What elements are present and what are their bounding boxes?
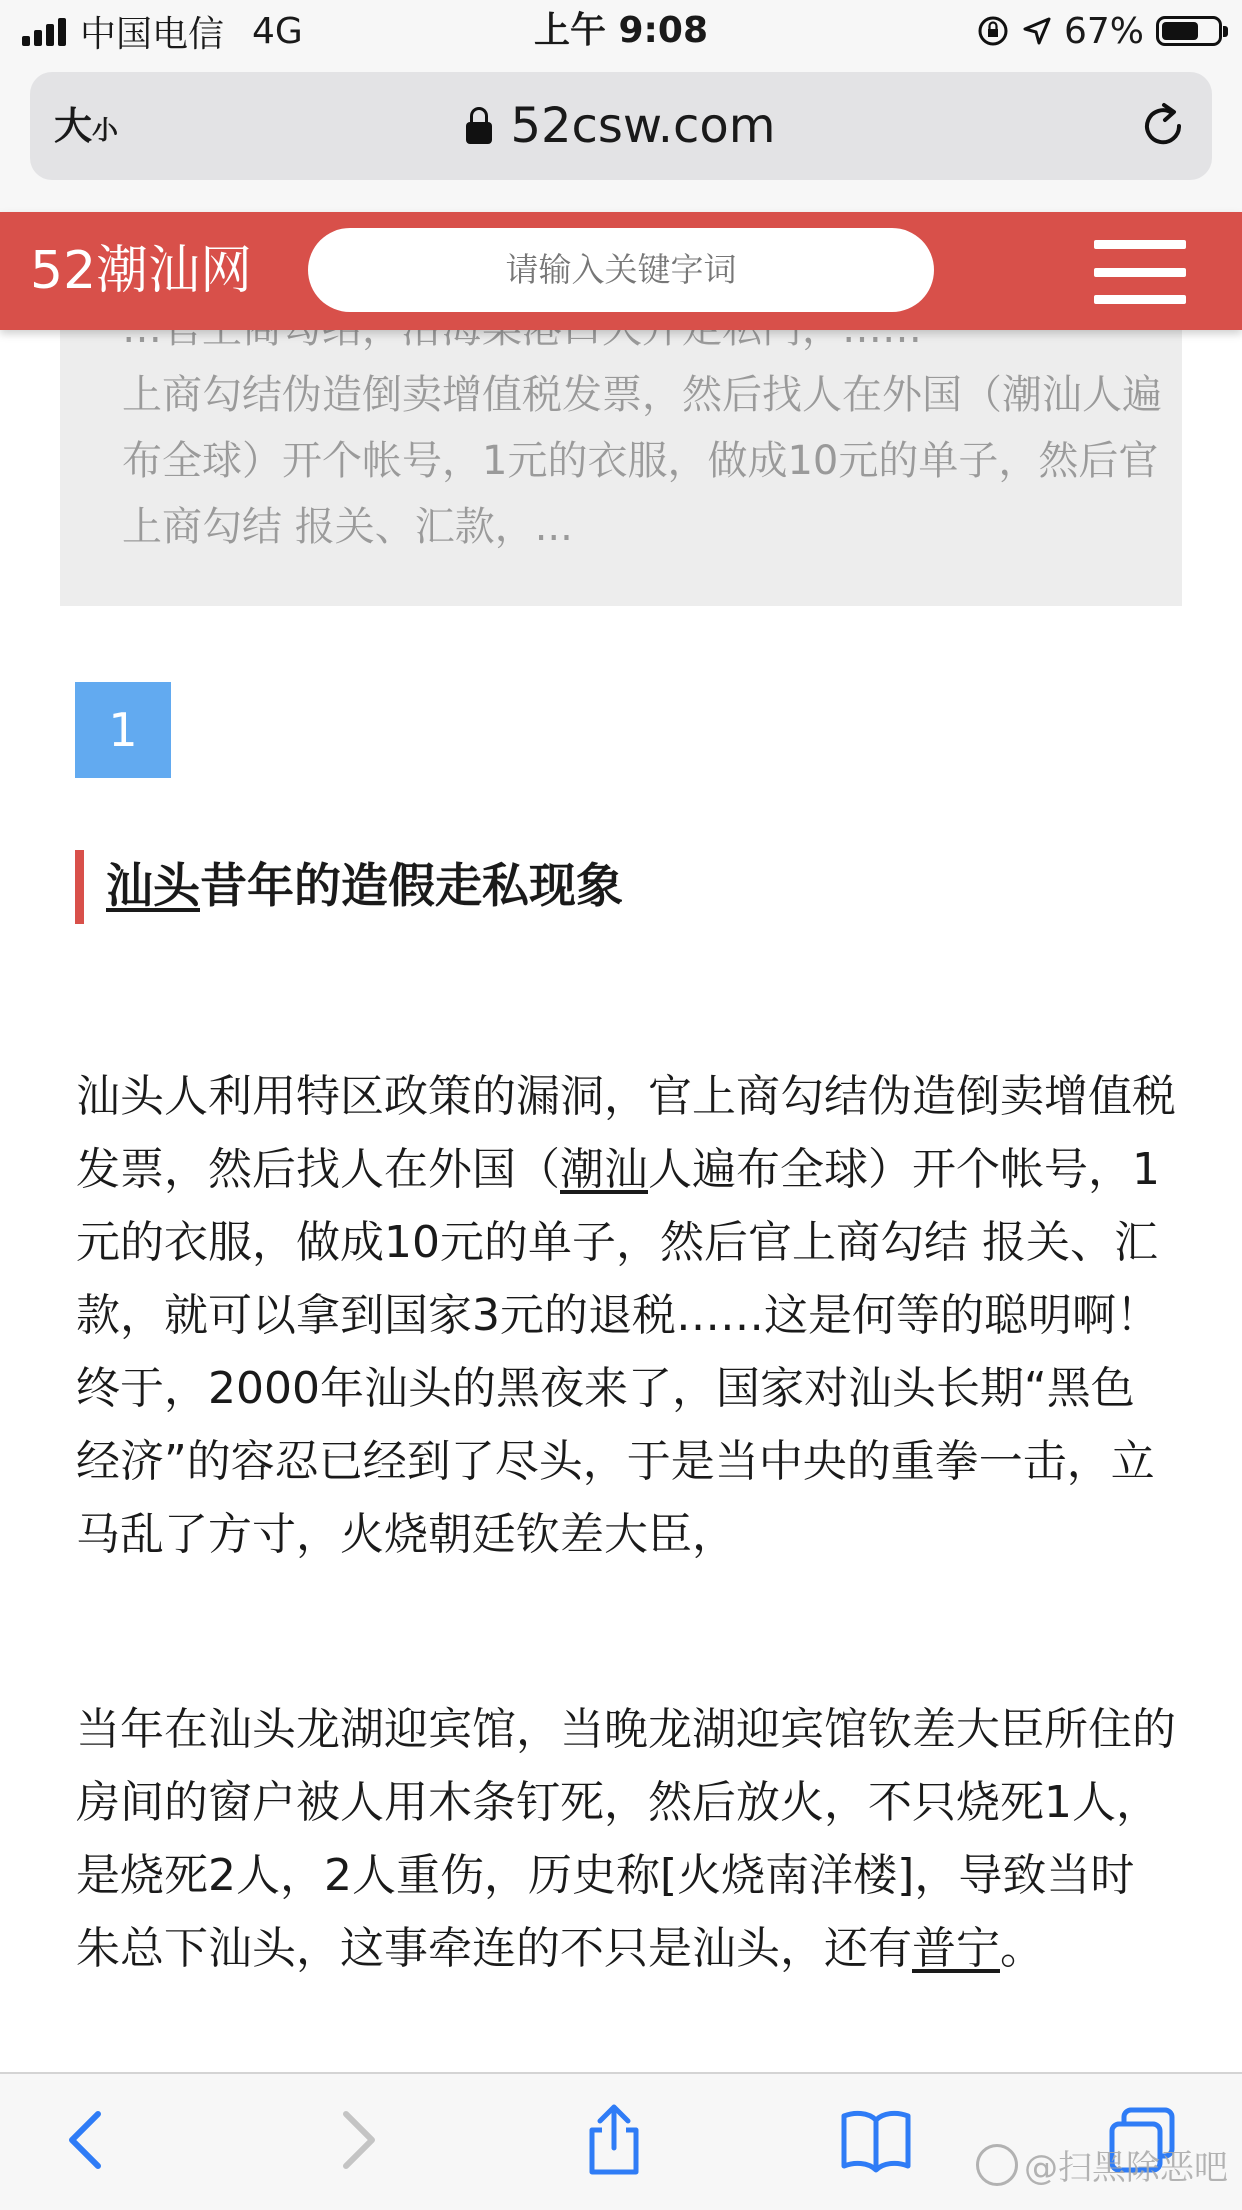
text-size-big: 大: [54, 104, 93, 148]
title-text: 昔年的造假走私现象: [200, 859, 623, 914]
browser-toolbar-bottom: [0, 2072, 1242, 2210]
share-icon[interactable]: [578, 2104, 650, 2176]
status-bar: [0, 0, 1242, 62]
paragraph-text: 当年在汕头龙湖迎宾馆，当晚龙湖迎宾馆钦差大臣所住的房间的窗户被人用木条钉死，然后放火，不只烧死1人，是烧死2人，2人重伤，历史称[火烧南洋楼]，导致当时朱总下汕头，这事牵连的不只是汕头，还有: [76, 1704, 1176, 1974]
paragraph-text: 汕头人利用特区政策的漏洞，官上商勾结伪造倒卖增值税发票，然后找人在外国（: [76, 1071, 1176, 1195]
article-summary-box: [60, 300, 1182, 606]
weibo-logo-icon: [976, 2144, 1018, 2186]
section-title: [75, 850, 623, 924]
forward-chevron-icon[interactable]: [320, 2104, 392, 2176]
article-paragraph-1: [76, 1060, 1178, 1571]
text-size-small: 小: [92, 116, 119, 146]
carrier-label: 中国电信: [80, 13, 225, 55]
hamburger-menu-icon[interactable]: [1094, 240, 1186, 304]
network-label: 4G: [252, 10, 303, 52]
url-text: 52csw.com: [510, 98, 776, 154]
back-chevron-icon[interactable]: [52, 2104, 124, 2176]
section-number-badge: 1: [75, 682, 171, 778]
link-chaoshan[interactable]: 潮汕: [560, 1144, 648, 1195]
article-paragraph-2: [76, 1693, 1178, 1985]
book-icon[interactable]: [840, 2104, 912, 2176]
battery-icon: [1156, 16, 1222, 46]
link-puning[interactable]: 普宁: [912, 1923, 1000, 1974]
site-header: [0, 212, 1242, 330]
paragraph-text: 人遍布全球）开个帐号，1元的衣服，做成10元的单子，然后官上商勾结 报关、汇款，就可以拿到国家3元的退税……这是何等的聪明啊！终于，2000年汕头的黑夜来了，国家对汕头长期“黑色经济”的容忍已经到了尽头，于是当中央的重拳一击，立马乱了方寸，火烧朝廷钦差大臣，: [76, 1144, 1160, 1560]
browser-toolbar-top: [0, 62, 1242, 212]
status-time: 上午 9:08: [533, 10, 709, 51]
battery-percent: 67%: [1063, 10, 1144, 52]
location-arrow-icon: [1022, 16, 1052, 46]
lock-icon: [466, 122, 492, 144]
search-input[interactable]: 请输入关键字词: [308, 228, 934, 312]
paragraph-text: 。: [1000, 1923, 1044, 1974]
battery-level: [1162, 22, 1198, 40]
url-display[interactable]: [30, 72, 1212, 180]
summary-text: [122, 296, 1162, 560]
reload-icon[interactable]: [1136, 99, 1190, 153]
watermark: [976, 2140, 1228, 2189]
rotation-lock-icon: [976, 14, 1010, 48]
title-link-shantou[interactable]: 汕头: [106, 859, 200, 914]
address-bar[interactable]: [30, 72, 1212, 180]
watermark-text: @扫黑除恶吧: [1024, 2148, 1228, 2188]
site-logo[interactable]: 52潮汕网: [30, 241, 253, 301]
summary-body: 上商勾结伪造倒卖增值税发票，然后找人在外国（潮汕人遍布全球）开个帐号，1元的衣服，做成10元的单子，然后官上商勾结 报关、汇款，...: [122, 372, 1162, 550]
status-right: [976, 8, 1222, 54]
